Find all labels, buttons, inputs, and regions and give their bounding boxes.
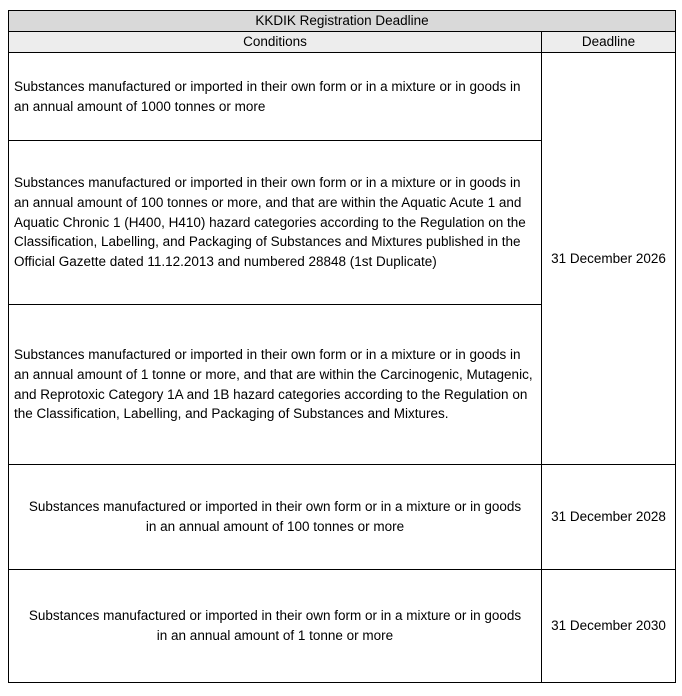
deadline-cell: 31 December 2028 [542,465,676,570]
table-title-row [9,11,676,32]
deadline-cell: 31 December 2030 [542,570,676,683]
condition-cell: Substances manufactured or imported in their own form or in a mixture or in goods in an annual amount of 100 tonnes or more, and that are within the Aquatic Acute 1 and Aquatic Chronic 1 (H400, H410) hazard categories according to the Regulation on the Classification, Labelling, and Packaging of Substances and Mixtures published in the Official Gazette dated 11.12.2013 and numbered 28848 (1st Duplicate) [9,141,542,305]
deadline-cell: 31 December 2026 [542,53,676,465]
table-row [9,53,676,141]
table-row [9,570,676,683]
condition-cell: Substances manufactured or imported in their own form or in a mixture or in goods in an annual amount of 1000 tonnes or more [9,53,542,141]
table-row [9,465,676,570]
table-header-row [9,32,676,53]
deadline-header: Deadline [542,32,676,53]
kkdik-deadline-table [8,10,676,683]
condition-cell: Substances manufactured or imported in their own form or in a mixture or in goods in an annual amount of 100 tonnes or more [9,465,542,570]
condition-cell: Substances manufactured or imported in their own form or in a mixture or in goods in an annual amount of 1 tonne or more [9,570,542,683]
table-title: KKDIK Registration Deadline [9,11,676,32]
conditions-header: Conditions [9,32,542,53]
condition-cell: Substances manufactured or imported in their own form or in a mixture or in goods in an annual amount of 1 tonne or more, and that are within the Carcinogenic, Mutagenic, and Reprotoxic Category 1A and 1B hazard categories according to the Regulation on the Classification, Labelling, and Packaging of Substances and Mixtures. [9,305,542,465]
